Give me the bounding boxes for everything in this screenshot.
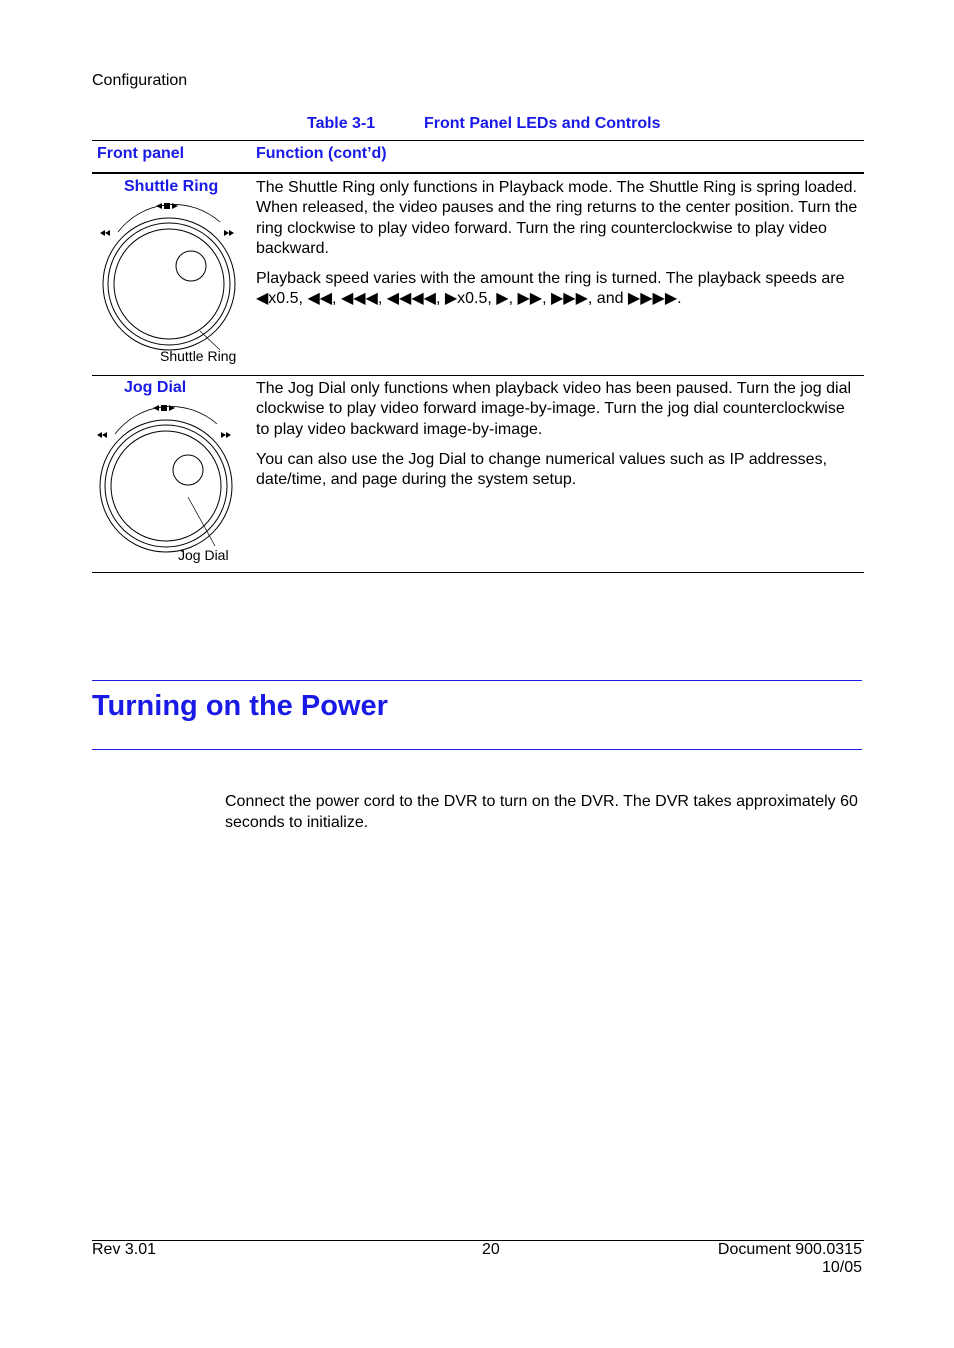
footer-date: 10/05: [821, 1259, 862, 1276]
shuttle-ring-speeds-paragraph: Playback speed varies with the amount the ring is turned. The playback speeds are ◀x0.5, ◀◀, ◀◀◀, ◀◀◀◀, ▶x0.5, ▶, ▶▶, ▶▶▶, and ▶▶▶▶.: [256, 270, 845, 308]
jog-dial-paragraph: The Jog Dial only functions when playback video has been paused. Turn the jog dial clockwise to play video forward image-by-image. Turn the jog dial counterclockwise to play video backward image-by-image.: [256, 380, 852, 438]
footer-revision: Rev 3.01: [92, 1241, 157, 1258]
running-header: Configuration: [92, 72, 188, 89]
jog-dial-setup-paragraph: You can also use the Jog Dial to change numerical values such as IP addresses, date/time, and page during the system setup.: [256, 450, 828, 489]
footer-document: [718, 1241, 862, 1277]
footer-document-number: Document 900.0315: [717, 1241, 862, 1258]
column-header-function: Function (cont’d): [256, 145, 387, 162]
panel-name-shuttle-ring: Shuttle Ring: [124, 178, 219, 195]
heading-bottom-rule: [92, 749, 862, 750]
section-heading: Turning on the Power: [92, 690, 388, 722]
table-bottom-rule: [92, 572, 864, 573]
section-body: Connect the power cord to the DVR to turn on the DVR. The DVR takes approximately 60 seconds to initialize.: [225, 793, 858, 831]
shuttle-ring-paragraph: The Shuttle Ring only functions in Playback mode. The Shuttle Ring is spring loaded. When released, the video pauses and the ring returns to the center position. Turn the ring clockwise to play video forward. Turn the ring counterclockwise to play video backward.: [256, 179, 858, 257]
table-header-rule: [92, 172, 864, 174]
panel-name-jog-dial: Jog Dial: [124, 379, 187, 396]
jog-dial-description: [256, 379, 860, 500]
table-title: Front Panel LEDs and Controls: [424, 115, 661, 132]
footer-page-number: 20: [482, 1241, 500, 1258]
row-divider: [92, 375, 864, 376]
shuttle-ring-figure-label: Shuttle Ring: [160, 348, 237, 364]
column-header-front-panel: Front panel: [97, 145, 185, 162]
table-number: Table 3-1: [307, 115, 376, 132]
jog-dial-illustration: [93, 400, 243, 550]
shuttle-ring-illustration: [96, 198, 246, 348]
jog-dial-figure-label: Jog Dial: [178, 547, 229, 563]
heading-top-rule: [92, 680, 862, 681]
table-top-rule: [92, 140, 864, 141]
shuttle-ring-description: [256, 178, 860, 320]
